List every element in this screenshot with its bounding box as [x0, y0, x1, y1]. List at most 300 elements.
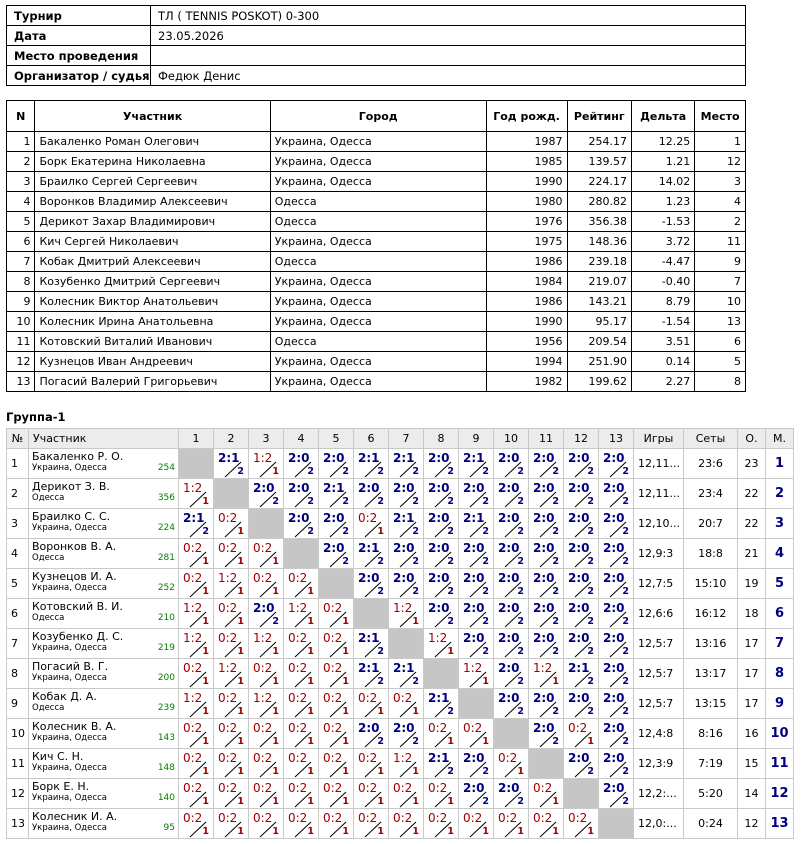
- match-score: [494, 569, 528, 598]
- match-cell: [424, 479, 459, 509]
- match-cell: [249, 689, 284, 719]
- match-score: [459, 449, 493, 478]
- match-cell: [564, 539, 599, 569]
- participants-header: Место: [695, 101, 746, 132]
- match-score: [599, 659, 633, 688]
- participant-city: Украина, Одесса: [270, 372, 486, 392]
- match-result: 1:2: [428, 631, 448, 645]
- match-cell: [459, 449, 494, 479]
- match-points: 1: [237, 556, 244, 567]
- participant-delta: -0.40: [632, 272, 695, 292]
- match-score: [599, 599, 633, 628]
- match-score: [494, 509, 528, 538]
- match-result: 2:1: [428, 691, 450, 705]
- diagonal-cell: [214, 479, 249, 509]
- player-rating: 95: [163, 823, 175, 833]
- match-points: 2: [587, 676, 594, 687]
- match-cell: [424, 569, 459, 599]
- match-cell: [564, 599, 599, 629]
- header-opponent: 12: [564, 429, 599, 449]
- match-points: 1: [307, 796, 314, 807]
- match-points: 2: [517, 706, 524, 717]
- match-score: [564, 749, 598, 778]
- match-score: [284, 689, 318, 718]
- sets-total: 20:7: [684, 509, 738, 539]
- player-meta: [32, 493, 178, 504]
- player-meta: [32, 583, 178, 594]
- match-cell: [249, 719, 284, 749]
- match-score: [564, 719, 598, 748]
- match-result: 1:2: [288, 601, 308, 615]
- match-cell: [354, 449, 389, 479]
- match-points: 1: [342, 616, 349, 627]
- match-result: 0:2: [428, 721, 448, 735]
- player-rating: 224: [157, 523, 175, 533]
- match-points: 2: [377, 676, 384, 687]
- table-row: [7, 779, 794, 809]
- match-points: 1: [447, 796, 454, 807]
- match-result: 2:0: [393, 721, 415, 735]
- match-score: [529, 779, 563, 808]
- match-score: [494, 629, 528, 658]
- match-points: 2: [622, 466, 629, 477]
- match-score: [599, 629, 633, 658]
- match-points: 1: [482, 676, 489, 687]
- match-points: 1: [202, 586, 209, 597]
- match-score: [249, 689, 283, 718]
- match-result: 0:2: [218, 601, 238, 615]
- match-points: 1: [307, 646, 314, 657]
- participant-birth-year: 1956: [486, 332, 567, 352]
- participant-rating: 148.36: [567, 232, 632, 252]
- player-meta: [32, 523, 178, 534]
- match-cell: [529, 809, 564, 839]
- match-result: 2:0: [253, 481, 275, 495]
- match-score: [424, 779, 458, 808]
- match-score: [599, 569, 633, 598]
- participant-birth-year: 1980: [486, 192, 567, 212]
- participant-number: 11: [7, 332, 35, 352]
- match-cell: [494, 629, 529, 659]
- header-opponent: 8: [424, 429, 459, 449]
- match-score: [494, 809, 528, 838]
- match-result: 2:0: [428, 571, 450, 585]
- participant-rating: 143.21: [567, 292, 632, 312]
- match-points: 1: [342, 646, 349, 657]
- match-score: [319, 719, 353, 748]
- match-result: 0:2: [358, 511, 378, 525]
- header-opponent: 7: [389, 429, 424, 449]
- match-score: [319, 599, 353, 628]
- match-result: 1:2: [183, 631, 203, 645]
- match-score: [319, 509, 353, 538]
- points-total: 22: [738, 509, 766, 539]
- match-result: 2:0: [428, 541, 450, 555]
- match-score: [214, 659, 248, 688]
- points-total: 18: [738, 599, 766, 629]
- games-total: 12,9:3: [634, 539, 684, 569]
- match-cell: [564, 629, 599, 659]
- match-score: [389, 479, 423, 508]
- match-score: [494, 659, 528, 688]
- match-points: 2: [202, 526, 209, 537]
- match-score: [389, 449, 423, 478]
- match-score: [249, 629, 283, 658]
- match-points: 2: [517, 646, 524, 657]
- match-cell: [284, 509, 319, 539]
- match-score: [179, 539, 213, 568]
- participant-rating: 251.90: [567, 352, 632, 372]
- match-points: 2: [377, 586, 384, 597]
- match-result: 2:0: [463, 481, 485, 495]
- match-cell: [424, 449, 459, 479]
- match-score: [564, 599, 598, 628]
- participant-delta: 3.72: [632, 232, 695, 252]
- match-points: 1: [272, 796, 279, 807]
- match-cell: [529, 569, 564, 599]
- match-cell: [319, 749, 354, 779]
- match-score: [494, 599, 528, 628]
- participant-place: 10: [695, 292, 746, 312]
- participant-rating: 219.07: [567, 272, 632, 292]
- points-total: 21: [738, 539, 766, 569]
- match-score: [214, 539, 248, 568]
- info-value: Федюк Денис: [151, 66, 746, 86]
- match-score: [459, 599, 493, 628]
- player-city: Одесса: [32, 493, 65, 503]
- match-cell: [389, 599, 424, 629]
- match-result: 0:2: [533, 811, 553, 825]
- match-points: 2: [342, 466, 349, 477]
- match-result: 2:0: [323, 541, 345, 555]
- match-points: 2: [622, 736, 629, 747]
- match-cell: [529, 779, 564, 809]
- player-cell: [29, 569, 179, 599]
- player-name: Кобак Д. А.: [32, 690, 97, 703]
- match-score: [319, 779, 353, 808]
- table-row: [7, 192, 746, 212]
- match-points: 1: [202, 826, 209, 837]
- participant-rating: 139.57: [567, 152, 632, 172]
- match-score: [284, 719, 318, 748]
- match-points: 2: [377, 496, 384, 507]
- match-points: 1: [237, 646, 244, 657]
- match-result: 2:0: [603, 451, 625, 465]
- points-total: 19: [738, 569, 766, 599]
- points-total: 15: [738, 749, 766, 779]
- match-score: [564, 809, 598, 838]
- match-cell: [529, 449, 564, 479]
- match-result: 2:0: [253, 601, 275, 615]
- match-cell: [529, 689, 564, 719]
- match-result: 1:2: [183, 601, 203, 615]
- player-meta: [32, 463, 178, 474]
- match-cell: [284, 809, 319, 839]
- participant-birth-year: 1985: [486, 152, 567, 172]
- match-points: 2: [377, 466, 384, 477]
- participant-name: Кобак Дмитрий Алексеевич: [35, 252, 270, 272]
- diagonal-cell: [599, 809, 634, 839]
- match-cell: [284, 629, 319, 659]
- match-cell: [354, 629, 389, 659]
- match-score: [494, 689, 528, 718]
- info-row: [7, 46, 746, 66]
- match-cell: [249, 809, 284, 839]
- match-cell: [319, 479, 354, 509]
- match-cell: [249, 629, 284, 659]
- match-points: 1: [482, 826, 489, 837]
- match-score: [459, 779, 493, 808]
- match-cell: [214, 659, 249, 689]
- match-result: 2:0: [288, 481, 310, 495]
- match-result: 2:0: [603, 691, 625, 705]
- match-cell: [284, 599, 319, 629]
- match-result: 2:1: [393, 451, 415, 465]
- match-cell: [249, 659, 284, 689]
- match-score: [249, 809, 283, 838]
- match-result: 0:2: [253, 571, 273, 585]
- match-result: 2:0: [533, 601, 555, 615]
- match-points: 1: [237, 826, 244, 837]
- player-rating: 219: [157, 643, 175, 653]
- sets-total: 23:4: [684, 479, 738, 509]
- info-row: [7, 26, 746, 46]
- sets-total: 16:12: [684, 599, 738, 629]
- player-meta: [32, 763, 178, 774]
- match-cell: [529, 539, 564, 569]
- final-place: 7: [766, 629, 794, 659]
- match-cell: [214, 779, 249, 809]
- match-result: 2:0: [463, 781, 485, 795]
- match-result: 1:2: [183, 691, 203, 705]
- match-cell: [179, 779, 214, 809]
- diagonal-cell: [249, 509, 284, 539]
- match-points: 1: [377, 706, 384, 717]
- points-total: 22: [738, 479, 766, 509]
- match-points: 1: [237, 796, 244, 807]
- match-score: [284, 599, 318, 628]
- player-cell: [29, 659, 179, 689]
- points-total: 17: [738, 629, 766, 659]
- match-points: 1: [412, 796, 419, 807]
- match-result: 0:2: [288, 631, 308, 645]
- participant-delta: 12.25: [632, 132, 695, 152]
- match-cell: [354, 509, 389, 539]
- match-cell: [179, 809, 214, 839]
- match-score: [249, 569, 283, 598]
- diagonal-cell: [459, 689, 494, 719]
- match-points: 2: [412, 556, 419, 567]
- match-result: 0:2: [428, 811, 448, 825]
- match-score: [179, 659, 213, 688]
- player-rating: 254: [157, 463, 175, 473]
- match-cell: [389, 539, 424, 569]
- header-opponent: 10: [494, 429, 529, 449]
- info-label: Место проведения: [7, 46, 151, 66]
- match-points: 2: [517, 466, 524, 477]
- match-result: 0:2: [218, 631, 238, 645]
- match-score: [494, 539, 528, 568]
- participant-number: 13: [7, 372, 35, 392]
- match-result: 0:2: [183, 751, 203, 765]
- match-result: 2:0: [498, 571, 520, 585]
- match-result: 2:1: [428, 751, 450, 765]
- player-name: Колесник И. А.: [32, 810, 118, 823]
- player-cell: [29, 719, 179, 749]
- match-points: 2: [482, 646, 489, 657]
- match-score: [389, 539, 423, 568]
- participant-city: Украина, Одесса: [270, 352, 486, 372]
- match-result: 0:2: [183, 661, 203, 675]
- participant-birth-year: 1990: [486, 172, 567, 192]
- match-cell: [214, 599, 249, 629]
- match-cell: [494, 659, 529, 689]
- match-cell: [459, 749, 494, 779]
- participant-number: 5: [7, 212, 35, 232]
- player-name: Воронков В. А.: [32, 540, 117, 553]
- match-points: 2: [272, 496, 279, 507]
- match-cell: [319, 539, 354, 569]
- match-points: 2: [482, 766, 489, 777]
- player-meta: [32, 673, 178, 684]
- match-score: [354, 629, 388, 658]
- participant-name: Колесник Виктор Анатольевич: [35, 292, 270, 312]
- match-cell: [389, 509, 424, 539]
- table-row: [7, 629, 794, 659]
- diagonal-cell: [284, 539, 319, 569]
- player-rating: 143: [157, 733, 175, 743]
- match-cell: [214, 449, 249, 479]
- match-points: 1: [272, 646, 279, 657]
- match-cell: [249, 539, 284, 569]
- player-name: Бакаленко Р. О.: [32, 450, 124, 463]
- match-score: [424, 479, 458, 508]
- match-result: 2:0: [568, 691, 590, 705]
- group-crosstable: [6, 428, 794, 839]
- info-label: Организатор / судья: [7, 66, 151, 86]
- participant-delta: 0.14: [632, 352, 695, 372]
- diagonal-cell: [564, 779, 599, 809]
- match-score: [214, 779, 248, 808]
- match-cell: [284, 689, 319, 719]
- match-score: [424, 719, 458, 748]
- match-cell: [494, 539, 529, 569]
- match-score: [179, 779, 213, 808]
- match-cell: [529, 719, 564, 749]
- match-result: 0:2: [253, 721, 273, 735]
- games-total: 12,10...: [634, 509, 684, 539]
- match-result: 0:2: [393, 781, 413, 795]
- match-cell: [284, 569, 319, 599]
- match-points: 2: [377, 556, 384, 567]
- participant-number: 3: [7, 172, 35, 192]
- participant-name: Котовский Виталий Иванович: [35, 332, 270, 352]
- match-points: 1: [272, 466, 279, 477]
- match-points: 2: [482, 556, 489, 567]
- match-result: 0:2: [288, 751, 308, 765]
- match-points: 1: [272, 706, 279, 717]
- match-score: [179, 629, 213, 658]
- games-total: 12,2:...: [634, 779, 684, 809]
- player-cell: [29, 449, 179, 479]
- match-points: 1: [202, 766, 209, 777]
- diagonal-cell: [494, 719, 529, 749]
- header-opponent: 13: [599, 429, 634, 449]
- match-points: 2: [412, 466, 419, 477]
- participant-birth-year: 1986: [486, 292, 567, 312]
- final-place: 13: [766, 809, 794, 839]
- match-score: [214, 569, 248, 598]
- match-cell: [564, 449, 599, 479]
- match-score: [214, 749, 248, 778]
- match-score: [214, 599, 248, 628]
- match-cell: [319, 719, 354, 749]
- table-row: [7, 212, 746, 232]
- match-points: 2: [587, 616, 594, 627]
- match-result: 2:0: [533, 451, 555, 465]
- match-result: 2:1: [218, 451, 240, 465]
- games-total: 12,5:7: [634, 689, 684, 719]
- match-points: 2: [622, 796, 629, 807]
- match-result: 2:0: [533, 721, 555, 735]
- match-result: 2:0: [498, 541, 520, 555]
- match-cell: [179, 539, 214, 569]
- match-score: [249, 449, 283, 478]
- sets-total: 23:6: [684, 449, 738, 479]
- match-result: 2:0: [568, 631, 590, 645]
- match-cell: [459, 539, 494, 569]
- participant-city: Украина, Одесса: [270, 312, 486, 332]
- match-points: 2: [587, 526, 594, 537]
- match-score: [424, 509, 458, 538]
- match-points: 1: [552, 796, 559, 807]
- participant-number: 8: [7, 272, 35, 292]
- match-result: 0:2: [183, 721, 203, 735]
- header-opponent: 3: [249, 429, 284, 449]
- match-result: 2:1: [393, 661, 415, 675]
- match-result: 0:2: [183, 811, 203, 825]
- header-opponent: 6: [354, 429, 389, 449]
- row-number: 8: [7, 659, 29, 689]
- participant-city: Украина, Одесса: [270, 132, 486, 152]
- match-result: 0:2: [393, 691, 413, 705]
- participant-city: Украина, Одесса: [270, 152, 486, 172]
- match-score: [354, 479, 388, 508]
- match-result: 2:0: [323, 511, 345, 525]
- match-points: 2: [412, 676, 419, 687]
- player-city: Украина, Одесса: [32, 823, 107, 833]
- match-cell: [459, 599, 494, 629]
- table-row: [7, 272, 746, 292]
- match-result: 2:1: [358, 541, 380, 555]
- match-result: 2:0: [498, 631, 520, 645]
- match-score: [284, 629, 318, 658]
- match-result: 1:2: [253, 631, 273, 645]
- games-total: 12,4:8: [634, 719, 684, 749]
- match-points: 2: [377, 736, 384, 747]
- player-city: Одесса: [32, 703, 65, 713]
- participant-delta: 3.51: [632, 332, 695, 352]
- match-points: 1: [307, 766, 314, 777]
- match-cell: [599, 629, 634, 659]
- match-result: 2:0: [533, 511, 555, 525]
- match-cell: [599, 599, 634, 629]
- match-score: [319, 659, 353, 688]
- match-points: 2: [622, 766, 629, 777]
- match-result: 0:2: [253, 541, 273, 555]
- match-score: [249, 539, 283, 568]
- sets-total: 7:19: [684, 749, 738, 779]
